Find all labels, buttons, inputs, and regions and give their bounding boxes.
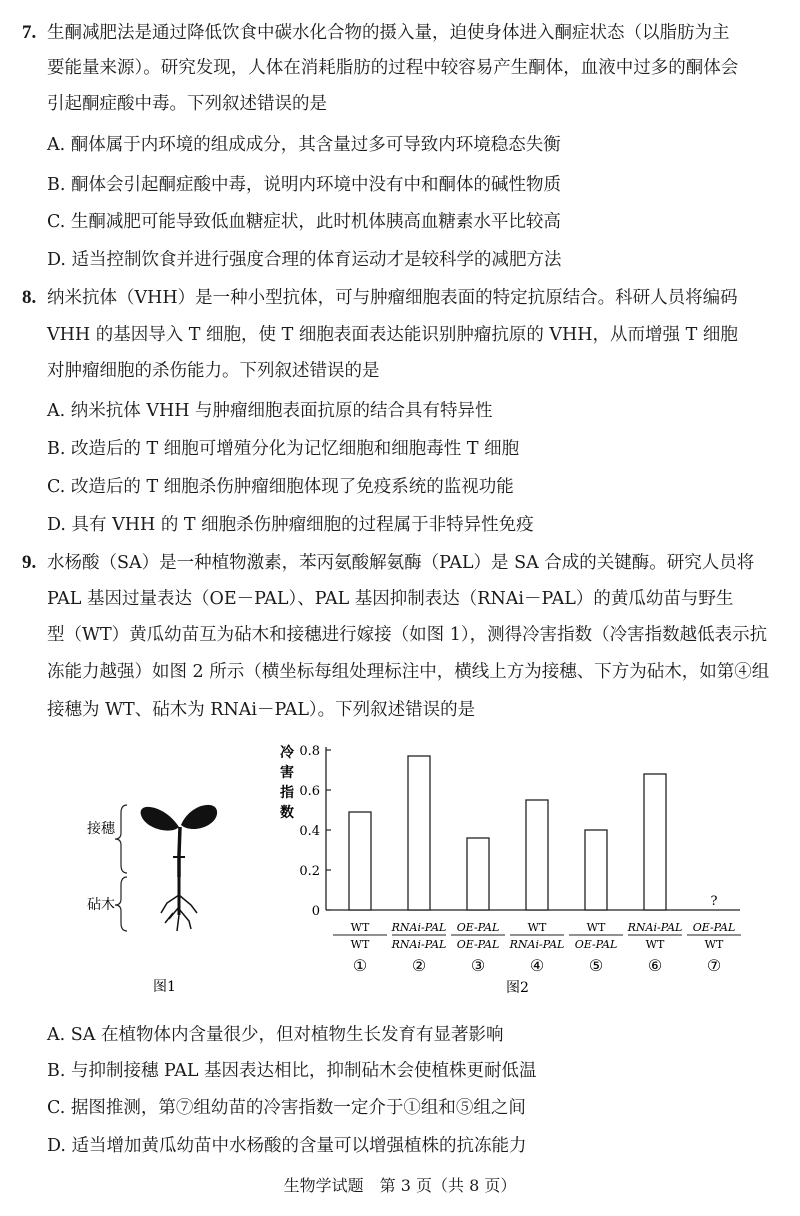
y-axis-label-char: 指 <box>280 785 294 801</box>
x-label-rootstock: RNAi-PAL <box>509 938 565 951</box>
question-7-option-a: A. 酮体属于内环境的组成成分，其含量过多可导致内环境稳态失衡 <box>47 135 561 155</box>
x-label-scion: RNAi-PAL <box>627 921 683 934</box>
page-footer: 生物学试题 第 3 页（共 8 页） <box>283 1176 517 1195</box>
question-7-stem-line-1: 生酮减肥法是通过降低饮食中碳水化合物的摄入量，迫使身体进入酮症状态（以脂肪为主 <box>47 23 730 43</box>
figure-2-caption: 图2 <box>506 980 529 996</box>
x-label-scion: WT <box>527 921 547 934</box>
question-9-stem-line-1: 水杨酸（SA）是一种植物激素，苯丙氨酸解氨酶（PAL）是 SA 合成的关键酶。研究人员将 <box>47 553 755 573</box>
right-cotyledon <box>181 805 217 829</box>
question-8-stem-line-3: 对肿瘤细胞的杀伤能力。下列叙述错误的是 <box>47 361 380 381</box>
bar-group-3 <box>467 838 489 910</box>
x-label-rootstock: WT <box>704 938 724 951</box>
y-tick-label: 0.8 <box>299 744 320 759</box>
question-8-option-a: A. 纳米抗体 VHH 与肿瘤细胞表面抗原的结合具有特异性 <box>47 401 493 421</box>
x-label-rootstock: OE-PAL <box>456 938 500 951</box>
y-tick-label: 0.2 <box>299 864 320 879</box>
question-9-stem-line-4: 冻能力越强）如图 2 所示（横坐标每组处理标注中，横线上方为接穗、下方为砧木，如第④组 <box>47 662 770 682</box>
question-8-option-c: C. 改造后的 T 细胞杀伤肿瘤细胞体现了免疫系统的监视功能 <box>47 477 514 497</box>
x-label-rootstock: OE-PAL <box>574 938 618 951</box>
figure-1-caption: 图1 <box>153 979 176 995</box>
question-8-stem-line-1: 纳米抗体（VHH）是一种小型抗体，可与肿瘤细胞表面的特定抗原结合。科研人员将编码 <box>47 288 738 308</box>
x-label-rootstock: WT <box>350 938 370 951</box>
bar-group-4 <box>526 800 548 910</box>
bar-group-1 <box>349 812 371 910</box>
x-label-rootstock: RNAi-PAL <box>391 938 447 951</box>
y-axis-label-char: 数 <box>280 805 294 821</box>
question-8-stem-line-2: VHH 的基因导入 T 细胞，使 T 细胞表面表达能识别肿瘤抗原的 VHH，从而增强 T 细胞 <box>47 325 738 345</box>
question-9-stem-line-5: 接穗为 WT、砧木为 RNAi－PAL）。下列叙述错误的是 <box>47 700 476 720</box>
question-7-option-c: C. 生酮减肥可能导致低血糖症状，此时机体胰高血糖素水平比较高 <box>47 212 561 232</box>
rootstock-brace <box>115 877 127 931</box>
question-9-option-b: B. 与抑制接穗 PAL 基因表达相比，抑制砧木会使植株更耐低温 <box>47 1061 537 1081</box>
y-tick-label: 0 <box>311 904 320 919</box>
x-label-scion: RNAi-PAL <box>391 921 447 934</box>
question-8-number: 8. <box>22 287 37 308</box>
left-cotyledon <box>141 807 179 831</box>
question-9-option-a: A. SA 在植物体内含量很少，但对植物生长发育有显著影响 <box>47 1025 504 1045</box>
x-label-group-index: ① <box>352 956 368 975</box>
x-label-group-index: ③ <box>470 956 486 975</box>
y-axis-label <box>280 744 295 821</box>
y-tick-label: 0.6 <box>299 784 320 799</box>
figure-1-seedling <box>85 795 245 1005</box>
scion-brace <box>115 805 127 873</box>
x-label-group-index: ⑦ <box>706 956 722 975</box>
question-7-option-d: D. 适当控制饮食并进行强度合理的体育运动才是较科学的减肥方法 <box>47 250 562 270</box>
question-7-stem-line-3: 引起酮症酸中毒。下列叙述错误的是 <box>47 94 327 114</box>
question-9-stem-line-3: 型（WT）黄瓜幼苗互为砧木和接穗进行嫁接（如图 1），测得冷害指数（冷害指数越低表示抗 <box>47 625 768 645</box>
x-label-group-index: ② <box>411 956 427 975</box>
x-label-group-index: ⑤ <box>588 956 604 975</box>
question-7-stem-line-2: 要能量来源）。研究发现，人体在消耗脂肪的过程中较容易产生酮体，血液中过多的酮体会 <box>47 58 739 78</box>
question-7-option-b: B. 酮体会引起酮症酸中毒，说明内环境中没有中和酮体的碱性物质 <box>47 175 561 195</box>
question-9-option-c: C. 据图推测，第⑦组幼苗的冷害指数一定介于①组和⑤组之间 <box>47 1098 526 1118</box>
y-axis-label-char: 冷 <box>280 745 294 761</box>
x-label-group-index: ④ <box>529 956 545 975</box>
x-label-scion: WT <box>586 921 606 934</box>
unknown-value-marker: ? <box>710 894 718 909</box>
question-9-stem-line-2: PAL 基因过量表达（OE－PAL）、PAL 基因抑制表达（RNAi－PAL）的黄瓜幼苗与野生 <box>47 589 734 609</box>
bar-group-2 <box>408 756 430 910</box>
x-label-group-index: ⑥ <box>647 956 663 975</box>
x-label-scion: OE-PAL <box>692 921 736 934</box>
x-label-rootstock: WT <box>645 938 665 951</box>
question-8-option-b: B. 改造后的 T 细胞可增殖分化为记忆细胞和细胞毒性 T 细胞 <box>47 439 520 459</box>
question-9-number: 9. <box>22 552 37 573</box>
y-axis-label-char: 害 <box>280 765 294 781</box>
scion-stem <box>179 827 180 877</box>
bar-group-5 <box>585 830 607 910</box>
scion-label: 接穗 <box>87 821 115 837</box>
y-tick-label: 0.4 <box>299 824 320 839</box>
question-7-number: 7. <box>22 22 37 43</box>
figure-2-chart <box>270 735 770 1000</box>
question-8-option-d: D. 具有 VHH 的 T 细胞杀伤肿瘤细胞的过程属于非特异性免疫 <box>47 515 534 535</box>
x-label-scion: OE-PAL <box>456 921 500 934</box>
bar-group-6 <box>644 774 666 910</box>
x-label-scion: WT <box>350 921 370 934</box>
question-9-option-d: D. 适当增加黄瓜幼苗中水杨酸的含量可以增强植株的抗冻能力 <box>47 1136 527 1156</box>
rootstock-label: 砧木 <box>87 897 115 913</box>
